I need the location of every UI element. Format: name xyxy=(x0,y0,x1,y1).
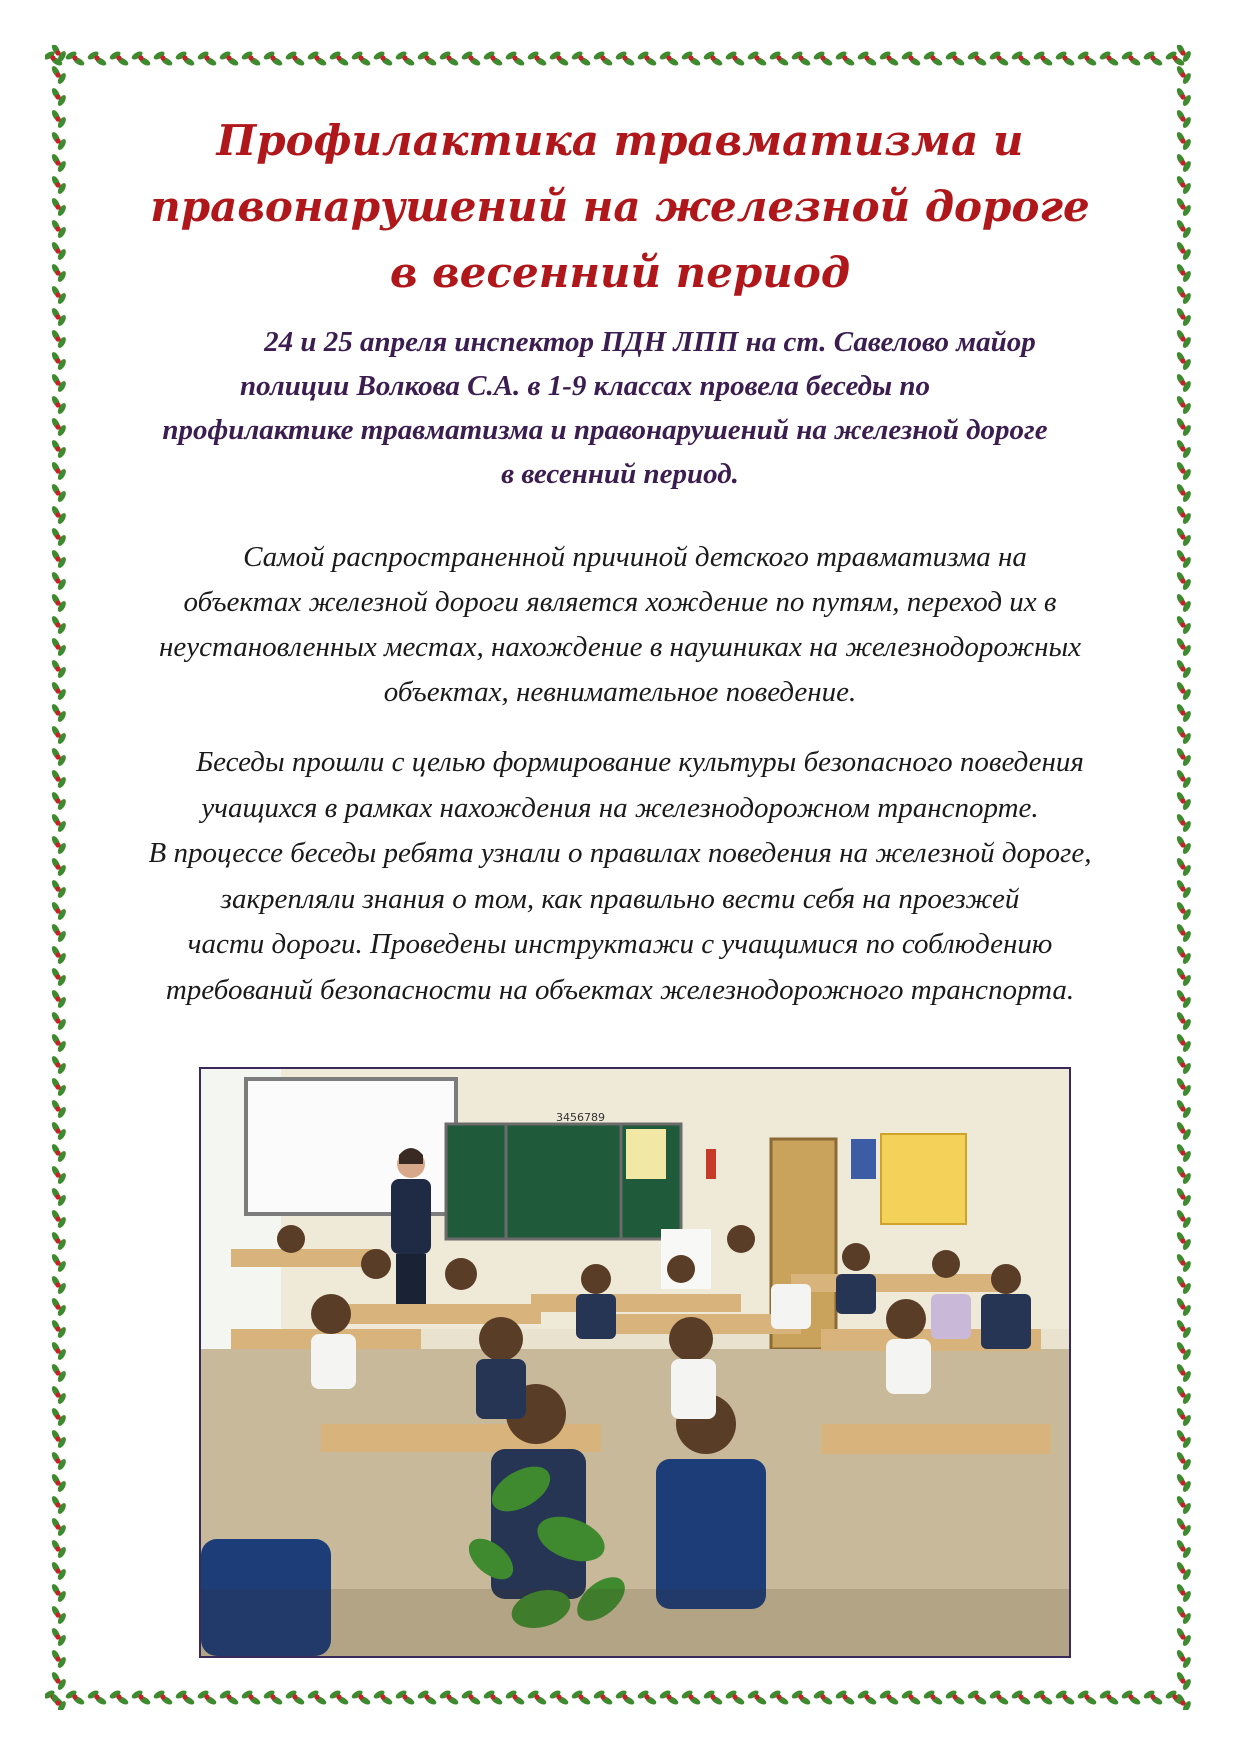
holly-sprig-icon xyxy=(306,50,327,67)
holly-sprig-icon xyxy=(438,1689,459,1706)
holly-sprig-icon xyxy=(50,571,67,591)
holly-sprig-icon xyxy=(922,50,943,67)
holly-sprig-icon xyxy=(1175,1099,1192,1119)
holly-sprig-icon xyxy=(1175,461,1192,481)
holly-sprig-icon xyxy=(614,1689,635,1706)
holly-sprig-icon xyxy=(1175,1033,1192,1053)
holly-sprig-icon xyxy=(50,109,67,129)
holly-sprig-icon xyxy=(50,197,67,217)
holly-sprig-icon xyxy=(1175,747,1192,767)
holly-sprig-icon xyxy=(1032,1689,1053,1706)
holly-sprig-icon xyxy=(1175,813,1192,833)
purpose-line: закрепляли знания о том, как правильно вести себя на проезжей xyxy=(220,882,1020,915)
holly-sprig-icon xyxy=(592,1689,613,1706)
holly-sprig-icon xyxy=(1175,1605,1192,1625)
holly-sprig-icon xyxy=(50,923,67,943)
holly-sprig-icon xyxy=(1175,571,1192,591)
holly-sprig-icon xyxy=(50,901,67,921)
holly-sprig-icon xyxy=(1175,725,1192,745)
holly-sprig-icon xyxy=(1175,65,1192,85)
holly-sprig-icon xyxy=(50,285,67,305)
holly-sprig-icon xyxy=(1175,857,1192,877)
holly-sprig-icon xyxy=(50,1473,67,1493)
holly-sprig-icon xyxy=(1032,50,1053,67)
holly-sprig-icon xyxy=(50,1385,67,1405)
holly-sprig-icon xyxy=(152,1689,173,1706)
holly-sprig-icon xyxy=(900,50,921,67)
holly-sprig-icon xyxy=(1098,50,1119,67)
holly-sprig-icon xyxy=(50,1671,67,1691)
holly-sprig-icon xyxy=(1076,1689,1097,1706)
holly-border-right xyxy=(1170,45,1196,1710)
holly-sprig-icon xyxy=(50,1165,67,1185)
intro-line: 24 и 25 апреля инспектор ПДН ЛПП на ст. Савелово майор xyxy=(264,326,1036,358)
holly-sprig-icon xyxy=(50,967,67,987)
holly-sprig-icon xyxy=(50,461,67,481)
holly-sprig-icon xyxy=(50,1429,67,1449)
holly-sprig-icon xyxy=(50,131,67,151)
holly-sprig-icon xyxy=(1120,1689,1141,1706)
holly-sprig-icon xyxy=(50,1055,67,1075)
holly-sprig-icon xyxy=(900,1689,921,1706)
holly-sprig-icon xyxy=(130,1689,151,1706)
holly-sprig-icon xyxy=(1175,439,1192,459)
page-title xyxy=(100,108,1140,306)
holly-sprig-icon xyxy=(50,681,67,701)
intro-line: профилактике травматизма и правонарушений на железной дороге xyxy=(162,414,1048,446)
holly-sprig-icon xyxy=(1175,373,1192,393)
holly-sprig-icon xyxy=(812,50,833,67)
holly-sprig-icon xyxy=(592,50,613,67)
holly-sprig-icon xyxy=(50,1033,67,1053)
holly-sprig-icon xyxy=(1175,637,1192,657)
holly-sprig-icon xyxy=(1142,1689,1163,1706)
holly-sprig-icon xyxy=(372,1689,393,1706)
holly-sprig-icon xyxy=(130,50,151,67)
holly-sprig-icon xyxy=(50,439,67,459)
holly-sprig-icon xyxy=(50,1495,67,1515)
holly-sprig-icon xyxy=(50,989,67,1009)
holly-sprig-icon xyxy=(1175,835,1192,855)
holly-sprig-icon xyxy=(548,1689,569,1706)
holly-sprig-icon xyxy=(1175,989,1192,1009)
holly-sprig-icon xyxy=(174,1689,195,1706)
holly-sprig-icon xyxy=(50,791,67,811)
holly-sprig-icon xyxy=(1175,1561,1192,1581)
holly-sprig-icon xyxy=(86,1689,107,1706)
holly-pattern xyxy=(45,1684,1196,1710)
holly-sprig-icon xyxy=(50,219,67,239)
holly-sprig-icon xyxy=(1142,50,1163,67)
holly-sprig-icon xyxy=(548,50,569,67)
holly-sprig-icon xyxy=(724,50,745,67)
intro-line: в весенний период. xyxy=(501,458,739,490)
holly-sprig-icon xyxy=(878,50,899,67)
holly-sprig-icon xyxy=(1175,395,1192,415)
holly-sprig-icon xyxy=(1175,769,1192,789)
holly-sprig-icon xyxy=(438,50,459,67)
holly-sprig-icon xyxy=(50,417,67,437)
holly-sprig-icon xyxy=(746,50,767,67)
holly-sprig-icon xyxy=(812,1689,833,1706)
holly-sprig-icon xyxy=(1010,1689,1031,1706)
holly-sprig-icon xyxy=(50,1363,67,1383)
holly-sprig-icon xyxy=(1175,1055,1192,1075)
holly-sprig-icon xyxy=(1175,1693,1192,1710)
holly-sprig-icon xyxy=(50,1693,67,1710)
holly-sprig-icon xyxy=(50,1187,67,1207)
holly-sprig-icon xyxy=(1175,879,1192,899)
holly-sprig-icon xyxy=(1175,329,1192,349)
holly-sprig-icon xyxy=(394,1689,415,1706)
purpose-line: части дороги. Проведены инструктажи с учащимися по соблюдению xyxy=(187,928,1053,960)
holly-sprig-icon xyxy=(1175,285,1192,305)
holly-sprig-icon xyxy=(1175,417,1192,437)
holly-sprig-icon xyxy=(790,50,811,67)
holly-sprig-icon xyxy=(50,87,67,107)
holly-sprig-icon xyxy=(50,703,67,723)
holly-sprig-icon xyxy=(284,1689,305,1706)
holly-sprig-icon xyxy=(372,50,393,67)
holly-sprig-icon xyxy=(1175,1319,1192,1339)
holly-sprig-icon xyxy=(50,1341,67,1361)
holly-pattern xyxy=(45,45,71,1710)
cause-line: неустановленных местах, нахождение в наушниках на железнодорожных xyxy=(158,631,1082,663)
holly-sprig-icon xyxy=(50,659,67,679)
holly-sprig-icon xyxy=(944,50,965,67)
holly-sprig-icon xyxy=(658,50,679,67)
holly-sprig-icon xyxy=(1175,307,1192,327)
holly-sprig-icon xyxy=(50,945,67,965)
purpose-line: Беседы прошли с целью формирование культуры безопасного поведения xyxy=(196,746,1084,778)
purpose-line: требований безопасности на объектах железнодорожного транспорта. xyxy=(165,973,1075,1006)
holly-sprig-icon xyxy=(988,1689,1009,1706)
holly-sprig-icon xyxy=(1175,1297,1192,1317)
holly-sprig-icon xyxy=(50,527,67,547)
holly-sprig-icon xyxy=(350,50,371,67)
holly-sprig-icon xyxy=(218,1689,239,1706)
holly-sprig-icon xyxy=(614,50,635,67)
holly-sprig-icon xyxy=(636,50,657,67)
holly-sprig-icon xyxy=(1175,1407,1192,1427)
holly-sprig-icon xyxy=(1175,175,1192,195)
holly-sprig-icon xyxy=(50,1297,67,1317)
holly-sprig-icon xyxy=(50,1517,67,1537)
holly-sprig-icon xyxy=(50,351,67,371)
holly-sprig-icon xyxy=(50,549,67,569)
holly-sprig-icon xyxy=(680,1689,701,1706)
holly-sprig-icon xyxy=(196,1689,217,1706)
holly-sprig-icon xyxy=(50,1319,67,1339)
holly-sprig-icon xyxy=(1175,791,1192,811)
holly-sprig-icon xyxy=(394,50,415,67)
holly-sprig-icon xyxy=(1175,45,1192,63)
holly-sprig-icon xyxy=(50,1407,67,1427)
cause-line: Самой распространенной причиной детского травматизма на xyxy=(243,541,1027,573)
holly-sprig-icon xyxy=(878,1689,899,1706)
classroom-illustration xyxy=(201,1069,1069,1656)
holly-sprig-icon xyxy=(50,241,67,261)
holly-sprig-icon xyxy=(50,1561,67,1581)
holly-sprig-icon xyxy=(570,50,591,67)
holly-sprig-icon xyxy=(50,483,67,503)
holly-sprig-icon xyxy=(50,1539,67,1559)
purpose-paragraph xyxy=(80,740,1160,1013)
title-line: правонарушений на железной дороге xyxy=(150,182,1090,231)
holly-sprig-icon xyxy=(768,1689,789,1706)
holly-sprig-icon xyxy=(944,1689,965,1706)
holly-sprig-icon xyxy=(328,1689,349,1706)
holly-sprig-icon xyxy=(966,50,987,67)
holly-sprig-icon xyxy=(50,1077,67,1097)
holly-sprig-icon xyxy=(50,615,67,635)
holly-sprig-icon xyxy=(1175,1671,1192,1691)
holly-sprig-icon xyxy=(834,50,855,67)
holly-sprig-icon xyxy=(1175,131,1192,151)
holly-sprig-icon xyxy=(636,1689,657,1706)
holly-sprig-icon xyxy=(50,1121,67,1141)
holly-sprig-icon xyxy=(702,1689,723,1706)
holly-sprig-icon xyxy=(1175,659,1192,679)
holly-sprig-icon xyxy=(50,879,67,899)
holly-sprig-icon xyxy=(1175,1363,1192,1383)
holly-sprig-icon xyxy=(680,50,701,67)
holly-sprig-icon xyxy=(50,1605,67,1625)
holly-sprig-icon xyxy=(1175,1077,1192,1097)
holly-sprig-icon xyxy=(284,50,305,67)
holly-sprig-icon xyxy=(50,857,67,877)
holly-sprig-icon xyxy=(1175,1517,1192,1537)
holly-sprig-icon xyxy=(1175,1011,1192,1031)
holly-sprig-icon xyxy=(1175,1253,1192,1273)
title-line: Профилактика травматизма и xyxy=(216,116,1024,165)
holly-sprig-icon xyxy=(50,835,67,855)
holly-sprig-icon xyxy=(1175,241,1192,261)
holly-sprig-icon xyxy=(350,1689,371,1706)
holly-sprig-icon xyxy=(1175,1627,1192,1647)
holly-sprig-icon xyxy=(856,50,877,67)
holly-sprig-icon xyxy=(966,1689,987,1706)
holly-sprig-icon xyxy=(1175,681,1192,701)
cause-line: объектах железной дороги является хождение по путям, переход их в xyxy=(183,586,1057,618)
holly-sprig-icon xyxy=(1175,1649,1192,1669)
holly-sprig-icon xyxy=(50,1627,67,1647)
holly-pattern xyxy=(45,45,1196,71)
intro-paragraph xyxy=(80,320,1160,496)
holly-sprig-icon xyxy=(834,1689,855,1706)
holly-sprig-icon xyxy=(1175,1539,1192,1559)
holly-border-bottom xyxy=(45,1684,1196,1710)
holly-sprig-icon xyxy=(922,1689,943,1706)
intro-line: полиции Волкова С.А. в 1-9 классах провела беседы по xyxy=(239,370,931,402)
holly-sprig-icon xyxy=(1175,1429,1192,1449)
holly-sprig-icon xyxy=(50,1209,67,1229)
holly-sprig-icon xyxy=(1175,1165,1192,1185)
holly-sprig-icon xyxy=(328,50,349,67)
holly-sprig-icon xyxy=(262,50,283,67)
holly-sprig-icon xyxy=(50,593,67,613)
holly-border-left xyxy=(45,45,71,1710)
purpose-line: учащихся в рамках нахождения на железнодорожном транспорте. xyxy=(201,791,1039,824)
holly-sprig-icon xyxy=(460,50,481,67)
holly-sprig-icon xyxy=(1175,945,1192,965)
holly-sprig-icon xyxy=(1175,351,1192,371)
holly-sprig-icon xyxy=(1175,1341,1192,1361)
holly-sprig-icon xyxy=(1175,527,1192,547)
cause-paragraph xyxy=(80,535,1160,715)
holly-sprig-icon xyxy=(50,373,67,393)
holly-sprig-icon xyxy=(262,1689,283,1706)
holly-sprig-icon xyxy=(50,813,67,833)
holly-sprig-icon xyxy=(1010,50,1031,67)
holly-sprig-icon xyxy=(1175,1143,1192,1163)
holly-sprig-icon xyxy=(50,1583,67,1603)
holly-sprig-icon xyxy=(50,637,67,657)
holly-sprig-icon xyxy=(416,50,437,67)
holly-sprig-icon xyxy=(86,50,107,67)
holly-sprig-icon xyxy=(50,395,67,415)
title-line: в весенний период xyxy=(389,248,851,297)
holly-sprig-icon xyxy=(50,1275,67,1295)
holly-sprig-icon xyxy=(1175,1209,1192,1229)
holly-sprig-icon xyxy=(482,1689,503,1706)
holly-sprig-icon xyxy=(50,505,67,525)
holly-sprig-icon xyxy=(526,50,547,67)
holly-sprig-icon xyxy=(50,175,67,195)
holly-sprig-icon xyxy=(50,1451,67,1471)
holly-sprig-icon xyxy=(482,50,503,67)
blackboard-digits: 3456789 xyxy=(556,1111,605,1124)
holly-sprig-icon xyxy=(50,747,67,767)
holly-sprig-icon xyxy=(1175,1121,1192,1141)
holly-sprig-icon xyxy=(724,1689,745,1706)
holly-sprig-icon xyxy=(50,45,67,63)
holly-border-top xyxy=(45,45,1196,71)
holly-sprig-icon xyxy=(50,329,67,349)
holly-sprig-icon xyxy=(50,1231,67,1251)
holly-sprig-icon xyxy=(1175,197,1192,217)
holly-sprig-icon xyxy=(50,263,67,283)
holly-sprig-icon xyxy=(1120,50,1141,67)
holly-sprig-icon xyxy=(1175,1451,1192,1471)
holly-sprig-icon xyxy=(768,50,789,67)
holly-sprig-icon xyxy=(50,1649,67,1669)
holly-sprig-icon xyxy=(790,1689,811,1706)
holly-sprig-icon xyxy=(1175,1187,1192,1207)
holly-sprig-icon xyxy=(218,50,239,67)
holly-sprig-icon xyxy=(746,1689,767,1706)
holly-sprig-icon xyxy=(1175,1473,1192,1493)
holly-sprig-icon xyxy=(50,153,67,173)
holly-sprig-icon xyxy=(1098,1689,1119,1706)
holly-sprig-icon xyxy=(504,1689,525,1706)
holly-sprig-icon xyxy=(50,725,67,745)
holly-sprig-icon xyxy=(504,50,525,67)
classroom-photo xyxy=(199,1067,1071,1658)
holly-sprig-icon xyxy=(108,50,129,67)
holly-sprig-icon xyxy=(240,50,261,67)
holly-sprig-icon xyxy=(1175,1231,1192,1251)
holly-sprig-icon xyxy=(50,1011,67,1031)
holly-sprig-icon xyxy=(460,1689,481,1706)
holly-sprig-icon xyxy=(570,1689,591,1706)
holly-sprig-icon xyxy=(1175,901,1192,921)
holly-sprig-icon xyxy=(1054,1689,1075,1706)
holly-sprig-icon xyxy=(1175,505,1192,525)
holly-sprig-icon xyxy=(1175,703,1192,723)
holly-sprig-icon xyxy=(50,1143,67,1163)
holly-sprig-icon xyxy=(50,65,67,85)
holly-sprig-icon xyxy=(1175,593,1192,613)
holly-sprig-icon xyxy=(1175,923,1192,943)
holly-sprig-icon xyxy=(1076,50,1097,67)
holly-sprig-icon xyxy=(1175,153,1192,173)
holly-sprig-icon xyxy=(1175,109,1192,129)
holly-sprig-icon xyxy=(174,50,195,67)
holly-sprig-icon xyxy=(50,1099,67,1119)
holly-sprig-icon xyxy=(1175,1495,1192,1515)
holly-sprig-icon xyxy=(50,769,67,789)
holly-sprig-icon xyxy=(152,50,173,67)
holly-sprig-icon xyxy=(416,1689,437,1706)
holly-pattern xyxy=(1170,45,1196,1710)
holly-sprig-icon xyxy=(658,1689,679,1706)
holly-sprig-icon xyxy=(1175,219,1192,239)
holly-sprig-icon xyxy=(1175,967,1192,987)
holly-sprig-icon xyxy=(526,1689,547,1706)
holly-sprig-icon xyxy=(50,307,67,327)
cause-line: объектах, невнимательное поведение. xyxy=(383,676,857,708)
purpose-line: В процессе беседы ребята узнали о правилах поведения на железной дороге, xyxy=(148,837,1092,869)
holly-sprig-icon xyxy=(988,50,1009,67)
holly-sprig-icon xyxy=(306,1689,327,1706)
holly-sprig-icon xyxy=(1175,1275,1192,1295)
holly-sprig-icon xyxy=(856,1689,877,1706)
holly-sprig-icon xyxy=(1175,615,1192,635)
holly-sprig-icon xyxy=(1175,263,1192,283)
holly-sprig-icon xyxy=(1054,50,1075,67)
holly-sprig-icon xyxy=(108,1689,129,1706)
holly-sprig-icon xyxy=(240,1689,261,1706)
holly-sprig-icon xyxy=(1175,549,1192,569)
holly-sprig-icon xyxy=(1175,1385,1192,1405)
holly-sprig-icon xyxy=(196,50,217,67)
holly-sprig-icon xyxy=(1175,87,1192,107)
holly-sprig-icon xyxy=(702,50,723,67)
holly-sprig-icon xyxy=(50,1253,67,1273)
holly-sprig-icon xyxy=(1175,483,1192,503)
holly-sprig-icon xyxy=(1175,1583,1192,1603)
